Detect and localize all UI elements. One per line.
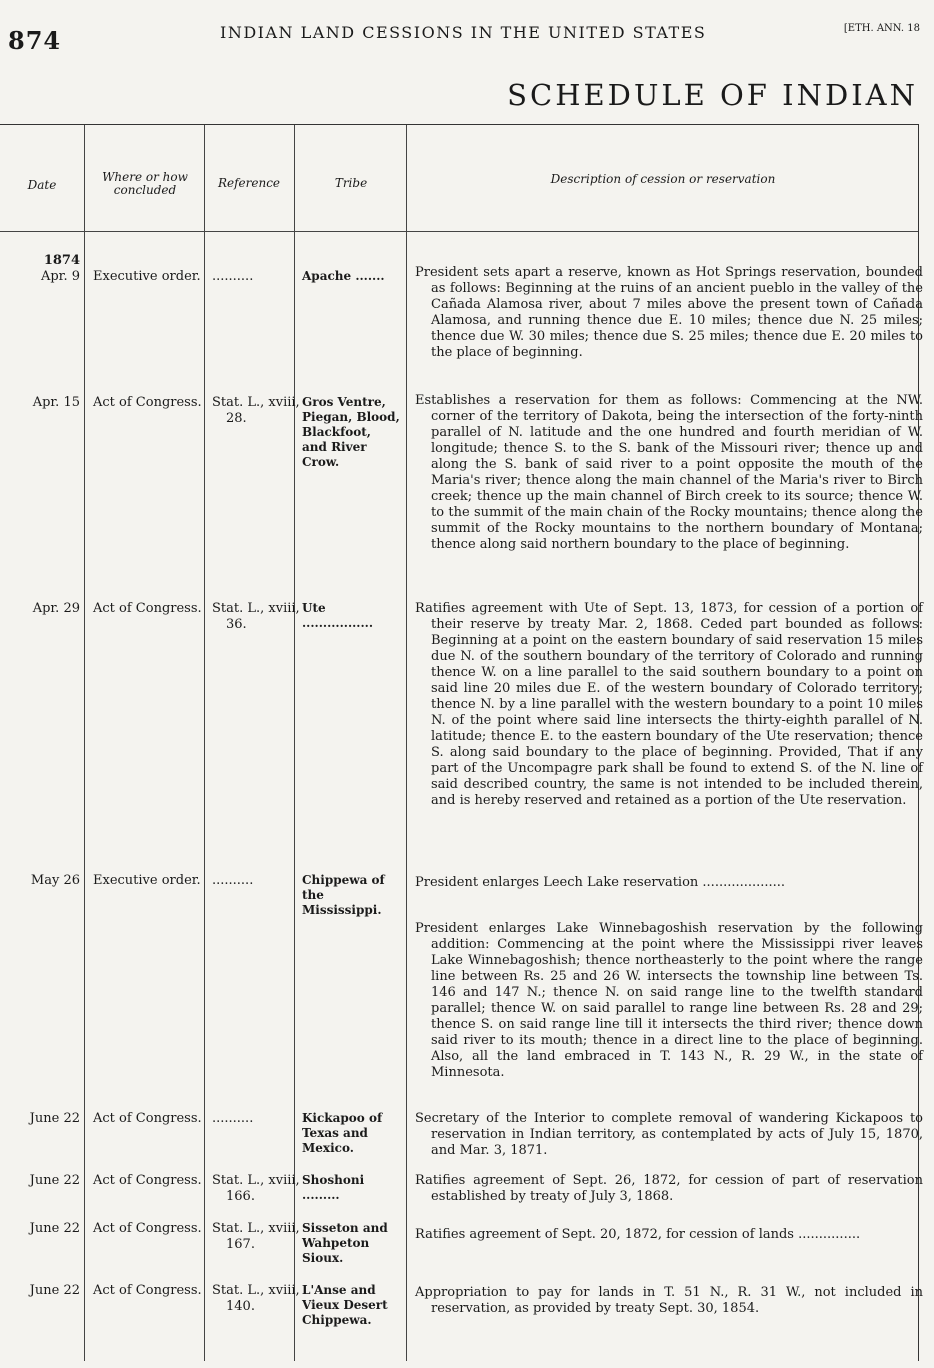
row-description: Ratifies agreement of Sept. 20, 1872, for cession of lands ...............	[415, 1227, 861, 1242]
row-description: President sets apart a reserve, known as Hot Springs reservation, bounded as follows: Beginning at the ruins of an ancient pueblo in the valley of the Cañada Alamosa river, about 7 miles above the present town of Cañada Alamosa, and running thence due E. 10 miles; thence due N. 25 miles; thence due W. 30 miles; thence due S. 25 miles; thence due E. 20 miles to the place of beginning.	[415, 265, 923, 360]
column-header-where: Where or how concluded	[102, 170, 188, 197]
column-divider	[406, 125, 407, 1361]
row-where: Act of Congress.	[93, 1173, 202, 1188]
running-title: INDIAN LAND CESSIONS IN THE UNITED STATES	[220, 23, 707, 42]
row-date: Apr. 29	[32, 601, 80, 616]
row-date: May 26	[30, 873, 80, 888]
page-header	[0, 20, 934, 60]
row-description: President enlarges Leech Lake reservation ....................	[415, 875, 786, 890]
cession-table	[0, 124, 923, 1361]
row-description: Ratifies agreement with Ute of Sept. 13, 1873, for cession of a portion of their reserve by treaty Mar. 2, 1868. Ceded part bounded as follows: Beginning at a point on the eastern boundary of said reservation 15 miles due N. of the southern boundary of the territory of Colorado and running thence W. on a line parallel to the said southern boundary to a point on said line 20 miles due E. of the western boundary of Colorado territory; thence N. by a line parallel with the western boundary to a point 10 miles N. of the point where said line intersects the thirty-eighth parallel of N. latitude; thence E. to the eastern boundary of the Ute reservation; thence S. along said boundary to the place of beginning. Provided, That if any part of the Uncompagre park shall be found to extend S. of the N. line of said described country, the same is not intended to be included therein, and is hereby reserved and retained as a portion of the Ute reservation.	[415, 601, 923, 808]
column-header-description: Description of cession or reservation	[550, 172, 776, 186]
row-description: Ratifies agreement of Sept. 26, 1872, for cession of part of reservation established by treaty of July 3, 1868.	[415, 1173, 923, 1204]
column-divider	[84, 125, 85, 1361]
row-description: Appropriation to pay for lands in T. 51 N., R. 31 W., not included in reservation, as provided by treaty Sept. 30, 1854.	[415, 1285, 923, 1316]
row-where: Executive order.	[93, 269, 201, 284]
row-reference: Stat. L., xviii, 36.	[212, 601, 300, 632]
row-tribe: Kickapoo of Texas and Mexico.	[302, 1111, 383, 1155]
row-reference: ..........	[212, 269, 254, 284]
row-tribe: Ute .................	[302, 601, 374, 630]
row-date: June 22	[29, 1111, 80, 1126]
row-date: Apr. 9	[40, 269, 80, 284]
row-date: June 22	[29, 1221, 80, 1236]
year-label: 1874	[43, 253, 80, 268]
header-rule	[0, 231, 918, 232]
row-description-continued: President enlarges Lake Winnebagoshish reservation by the following addition: Commencing at the point where the Mississippi river leaves Lake Winnebagoshish; thence northeasterly to the point where the range line between Rs. 25 and 26 W. intersects the township line between Ts. 146 and 147 N.; thence N. on said range line to the twelfth standard parallel; thence W. on said parallel to range line between Rs. 28 and 29; thence S. on said range line till it intersects the third river; thence down said river to its mouth; thence in a direct line to the place of beginning. Also, all the land embraced in T. 143 N., R. 29 W., in the state of Minnesota.	[415, 921, 923, 1080]
row-description: Establishes a reservation for them as follows: Commencing at the NW. corner of the territory of Dakota, being the intersection of the forty-ninth parallel of N. latitude and the one hundred and fourth meridian of W. longitude; thence S. to the S. bank of the Missouri river; thence up and along the S. bank of said river to a point opposite the mouth of the Maria's river; thence along the main channel of the Maria's river to Birch creek; thence up the main channel of Birch creek to its source; thence W. to the summit of the main chain of the Rocky mountains; thence along the summit of the Rocky mountains to the northern boundary of Montana; thence along said northern boundary to the place of beginning.	[415, 393, 923, 552]
row-tribe: Shoshoni .........	[302, 1173, 365, 1202]
row-where: Act of Congress.	[93, 1221, 202, 1236]
row-where: Executive order.	[93, 873, 201, 888]
page-number: 874	[8, 26, 62, 55]
row-reference: Stat. L., xviii, 167.	[212, 1221, 300, 1252]
row-date: June 22	[29, 1173, 80, 1188]
row-date: June 22	[29, 1283, 80, 1298]
row-tribe: Apache .......	[302, 269, 385, 283]
row-description: Secretary of the Interior to complete removal of wandering Kickapoos to reservation in Indian territory, as contemplated by acts of July 15, 1870, and Mar. 3, 1871.	[415, 1111, 923, 1158]
row-where: Act of Congress.	[93, 1283, 202, 1298]
row-tribe: Gros Ventre, Piegan, Blood, Blackfoot, and River Crow.	[302, 395, 400, 469]
row-reference: Stat. L., xviii, 140.	[212, 1283, 300, 1314]
row-tribe: Sisseton and Wahpeton Sioux.	[302, 1221, 388, 1265]
row-where: Act of Congress.	[93, 601, 202, 616]
running-tag: [ETH. ANN. 18	[843, 23, 920, 34]
row-reference: Stat. L., xviii, 28.	[212, 395, 300, 426]
row-reference: ..........	[212, 873, 254, 888]
column-header-reference: Reference	[217, 176, 281, 190]
schedule-title: SCHEDULE OF INDIAN	[507, 78, 918, 112]
row-reference: Stat. L., xviii, 166.	[212, 1173, 300, 1204]
row-tribe: L'Anse and Vieux Desert Chippewa.	[302, 1283, 388, 1327]
column-header-date: Date	[27, 178, 57, 192]
row-date: Apr. 15	[32, 395, 80, 410]
column-header-tribe: Tribe	[334, 176, 368, 190]
row-where: Act of Congress.	[93, 395, 202, 410]
row-reference: ..........	[212, 1111, 254, 1126]
row-tribe: Chippewa of the Mississippi.	[302, 873, 385, 917]
row-where: Act of Congress.	[93, 1111, 202, 1126]
